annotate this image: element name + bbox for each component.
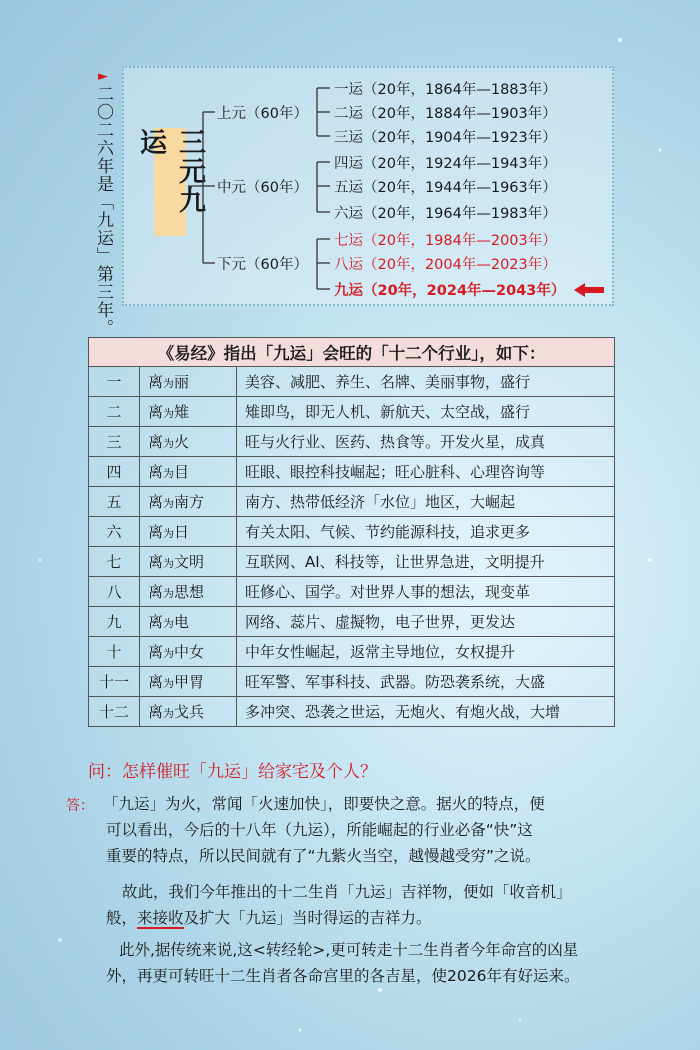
answer-line-2: 可以看出，今后的十八年（九运），所能崛起的行业必备“快”这 bbox=[106, 821, 533, 839]
row-number: 八 bbox=[89, 577, 140, 607]
table-row bbox=[89, 547, 615, 577]
industry-description: 有关太阳、气候、节约能源科技，追求更多 bbox=[237, 517, 615, 547]
trigram-image: 离为甲胃 bbox=[140, 667, 237, 697]
yuan-lower: 下元（60年） bbox=[217, 257, 308, 273]
yuan-middle: 中元（60年） bbox=[217, 180, 308, 196]
table-header: 《易经》指出「九运」会旺的「十二个行业」，如下： bbox=[88, 337, 615, 367]
table-row bbox=[89, 397, 615, 427]
answer-line-1: 「九运」为火，常闻「火速加快」，即要快之意。据火的特点，便 bbox=[103, 795, 545, 813]
row-number: 九 bbox=[89, 607, 140, 637]
row-number: 十 bbox=[89, 637, 140, 667]
row-number: 四 bbox=[89, 457, 140, 487]
industry-description: 美容、减肥、养生、名牌、美丽事物，盛行 bbox=[237, 367, 615, 397]
row-number: 一 bbox=[89, 367, 140, 397]
yun-6: 六运（20年，1964年—1983年） bbox=[334, 206, 557, 222]
table-row bbox=[89, 517, 615, 547]
trigram-image: 离为戈兵 bbox=[140, 697, 237, 727]
industry-description: 雉即鸟，即无人机、新航天、太空战，盛行 bbox=[237, 397, 615, 427]
industry-description: 旺军警、军事科技、武器。防恐袭系统，大盛 bbox=[237, 667, 615, 697]
yun-5: 五运（20年，1944年—1963年） bbox=[334, 180, 557, 196]
trigram-image: 离为南方 bbox=[140, 487, 237, 517]
answer-label: 答： bbox=[66, 798, 94, 814]
left-arrow-icon bbox=[574, 283, 604, 297]
trigram-image: 离为雉 bbox=[140, 397, 237, 427]
yun-3: 三运（20年，1904年—1923年） bbox=[334, 130, 557, 146]
diagram-title: 三元九运 bbox=[154, 128, 186, 236]
row-number: 六 bbox=[89, 517, 140, 547]
yun-8: 八运（20年，2004年—2023年） bbox=[334, 257, 557, 273]
table-row bbox=[89, 427, 615, 457]
trigram-image: 离为中女 bbox=[140, 637, 237, 667]
side-note-text: 二〇二六年是「九运」第三年。 bbox=[93, 85, 113, 337]
yuan-upper: 上元（60年） bbox=[217, 106, 308, 122]
row-number: 十一 bbox=[89, 667, 140, 697]
table-row bbox=[89, 637, 615, 667]
table-row bbox=[89, 487, 615, 517]
industry-description: 旺与火行业、医药、热食等。开发火星，成真 bbox=[237, 427, 615, 457]
yun-2: 二运（20年，1884年—1903年） bbox=[334, 106, 557, 122]
table-row bbox=[89, 457, 615, 487]
industry-description: 网络、蕊片、虚擬物，电子世界，更发达 bbox=[237, 607, 615, 637]
underlined-phrase: 来接收 bbox=[137, 909, 184, 927]
industry-description: 中年女性崛起，返常主导地位，女权提升 bbox=[237, 637, 615, 667]
industry-description: 旺眼、眼控科技崛起；旺心脏科、心理咨询等 bbox=[237, 457, 615, 487]
table-row bbox=[89, 367, 615, 397]
answer-line-4: 故此，我们今年推出的十二生肖「九运」吉祥物，便如「收音机」 bbox=[122, 883, 572, 901]
trigram-image: 离为日 bbox=[140, 517, 237, 547]
answer-line-5: 般，来接收及扩大「九运」当时得运的吉祥力。 bbox=[106, 909, 432, 927]
row-number: 五 bbox=[89, 487, 140, 517]
yun-9-current: 九运（20年，2024年—2043年） bbox=[334, 283, 566, 299]
industry-description: 互联网、AI、科技等，让世界急进，文明提升 bbox=[237, 547, 615, 577]
row-number: 三 bbox=[89, 427, 140, 457]
table-row bbox=[89, 607, 615, 637]
industry-description: 多冲突、恐袭之世运，无炮火、有炮火战，大增 bbox=[237, 697, 615, 727]
yun-4: 四运（20年，1924年—1943年） bbox=[334, 156, 557, 172]
answer-line-6: 此外,据传统来说,这<转经轮>,更可转走十二生肖者今年命宫的凶星 bbox=[119, 941, 579, 959]
industry-description: 南方、热带低经济「水位」地区，大崛起 bbox=[237, 487, 615, 517]
row-number: 七 bbox=[89, 547, 140, 577]
yun-7: 七运（20年，1984年—2003年） bbox=[334, 233, 557, 249]
answer-line-3: 重要的特点，所以民间就有了“九紫火当空，越慢越受穷”之说。 bbox=[106, 847, 541, 865]
table-row bbox=[89, 697, 615, 727]
row-number: 二 bbox=[89, 397, 140, 427]
trigram-image: 离为文明 bbox=[140, 547, 237, 577]
table-row bbox=[89, 667, 615, 697]
industry-description: 旺修心、国学。对世界人事的想法，现变革 bbox=[237, 577, 615, 607]
trigram-image: 离为目 bbox=[140, 457, 237, 487]
trigram-image: 离为丽 bbox=[140, 367, 237, 397]
table-row bbox=[89, 577, 615, 607]
yun-1: 一运（20年，1864年—1883年） bbox=[334, 82, 557, 98]
question-heading: 问：怎样催旺「九运」给家宅及个人？ bbox=[88, 762, 377, 782]
industries-table bbox=[88, 366, 615, 727]
answer-line-7: 外，再更可转旺十二生肖者各命宫里的各吉星，使2026年有好运来。 bbox=[106, 967, 580, 985]
trigram-image: 离为火 bbox=[140, 427, 237, 457]
trigram-image: 离为电 bbox=[140, 607, 237, 637]
pointer-triangle-icon: ► bbox=[98, 69, 108, 84]
row-number: 十二 bbox=[89, 697, 140, 727]
trigram-image: 离为思想 bbox=[140, 577, 237, 607]
